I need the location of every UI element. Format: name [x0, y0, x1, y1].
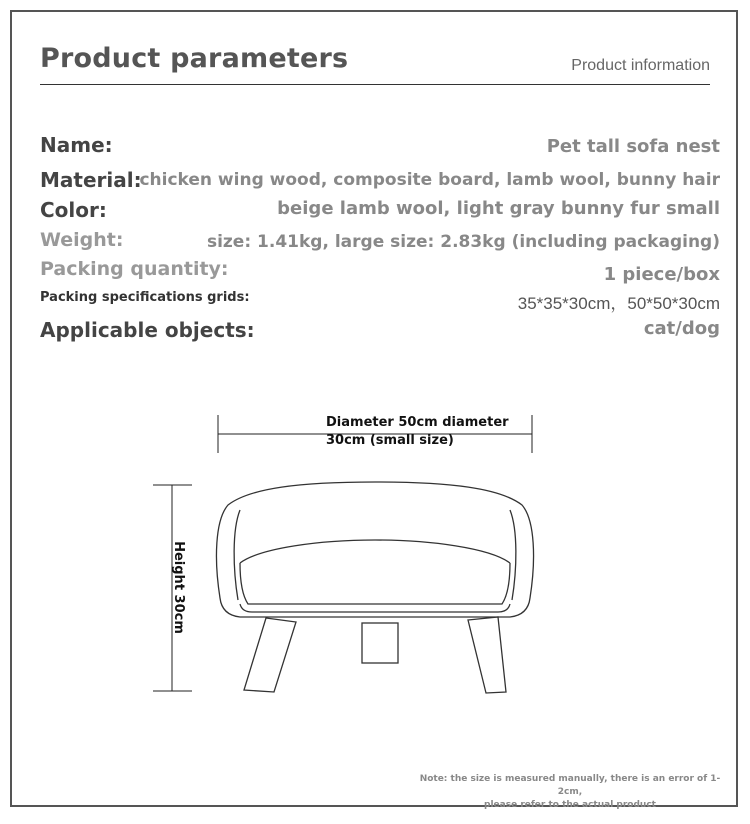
diameter-label: Diameter 50cm diameter 30cm (small size) [326, 415, 509, 448]
sofa-outline-icon [216, 482, 533, 693]
packing-quantity-label: Packing quantity: [40, 258, 229, 280]
size-note-line-1: Note: the size is measured manually, there is an error of 1-2cm, [419, 774, 721, 797]
height-label: Height 30cm [170, 541, 186, 634]
weight-value: size: 1.41kg, large size: 2.83kg (including packaging) [206, 232, 720, 252]
material-label: Material: [40, 168, 142, 192]
packing-specs-label: Packing specifications grids: [40, 290, 250, 305]
weight-label: Weight: [40, 229, 124, 251]
size-note [410, 773, 730, 812]
color-value: beige lamb wool, light gray bunny fur small [277, 198, 720, 219]
packing-quantity-value: 1 piece/box [603, 264, 720, 285]
page-title: Product parameters [40, 43, 349, 74]
material-value: chicken wing wood, composite board, lamb wool, bunny hair [139, 170, 720, 190]
page-subtitle: Product information [571, 57, 710, 74]
name-value: Pet tall sofa nest [546, 136, 720, 157]
applicable-value: cat/dog [643, 318, 720, 339]
applicable-label: Applicable objects: [40, 318, 255, 342]
color-label: Color: [40, 198, 107, 222]
name-label: Name: [40, 133, 113, 157]
size-note-line-2: please refer to the actual product [484, 800, 656, 810]
packing-specs-value: 35*35*30cm，50*50*30cm [517, 294, 720, 313]
